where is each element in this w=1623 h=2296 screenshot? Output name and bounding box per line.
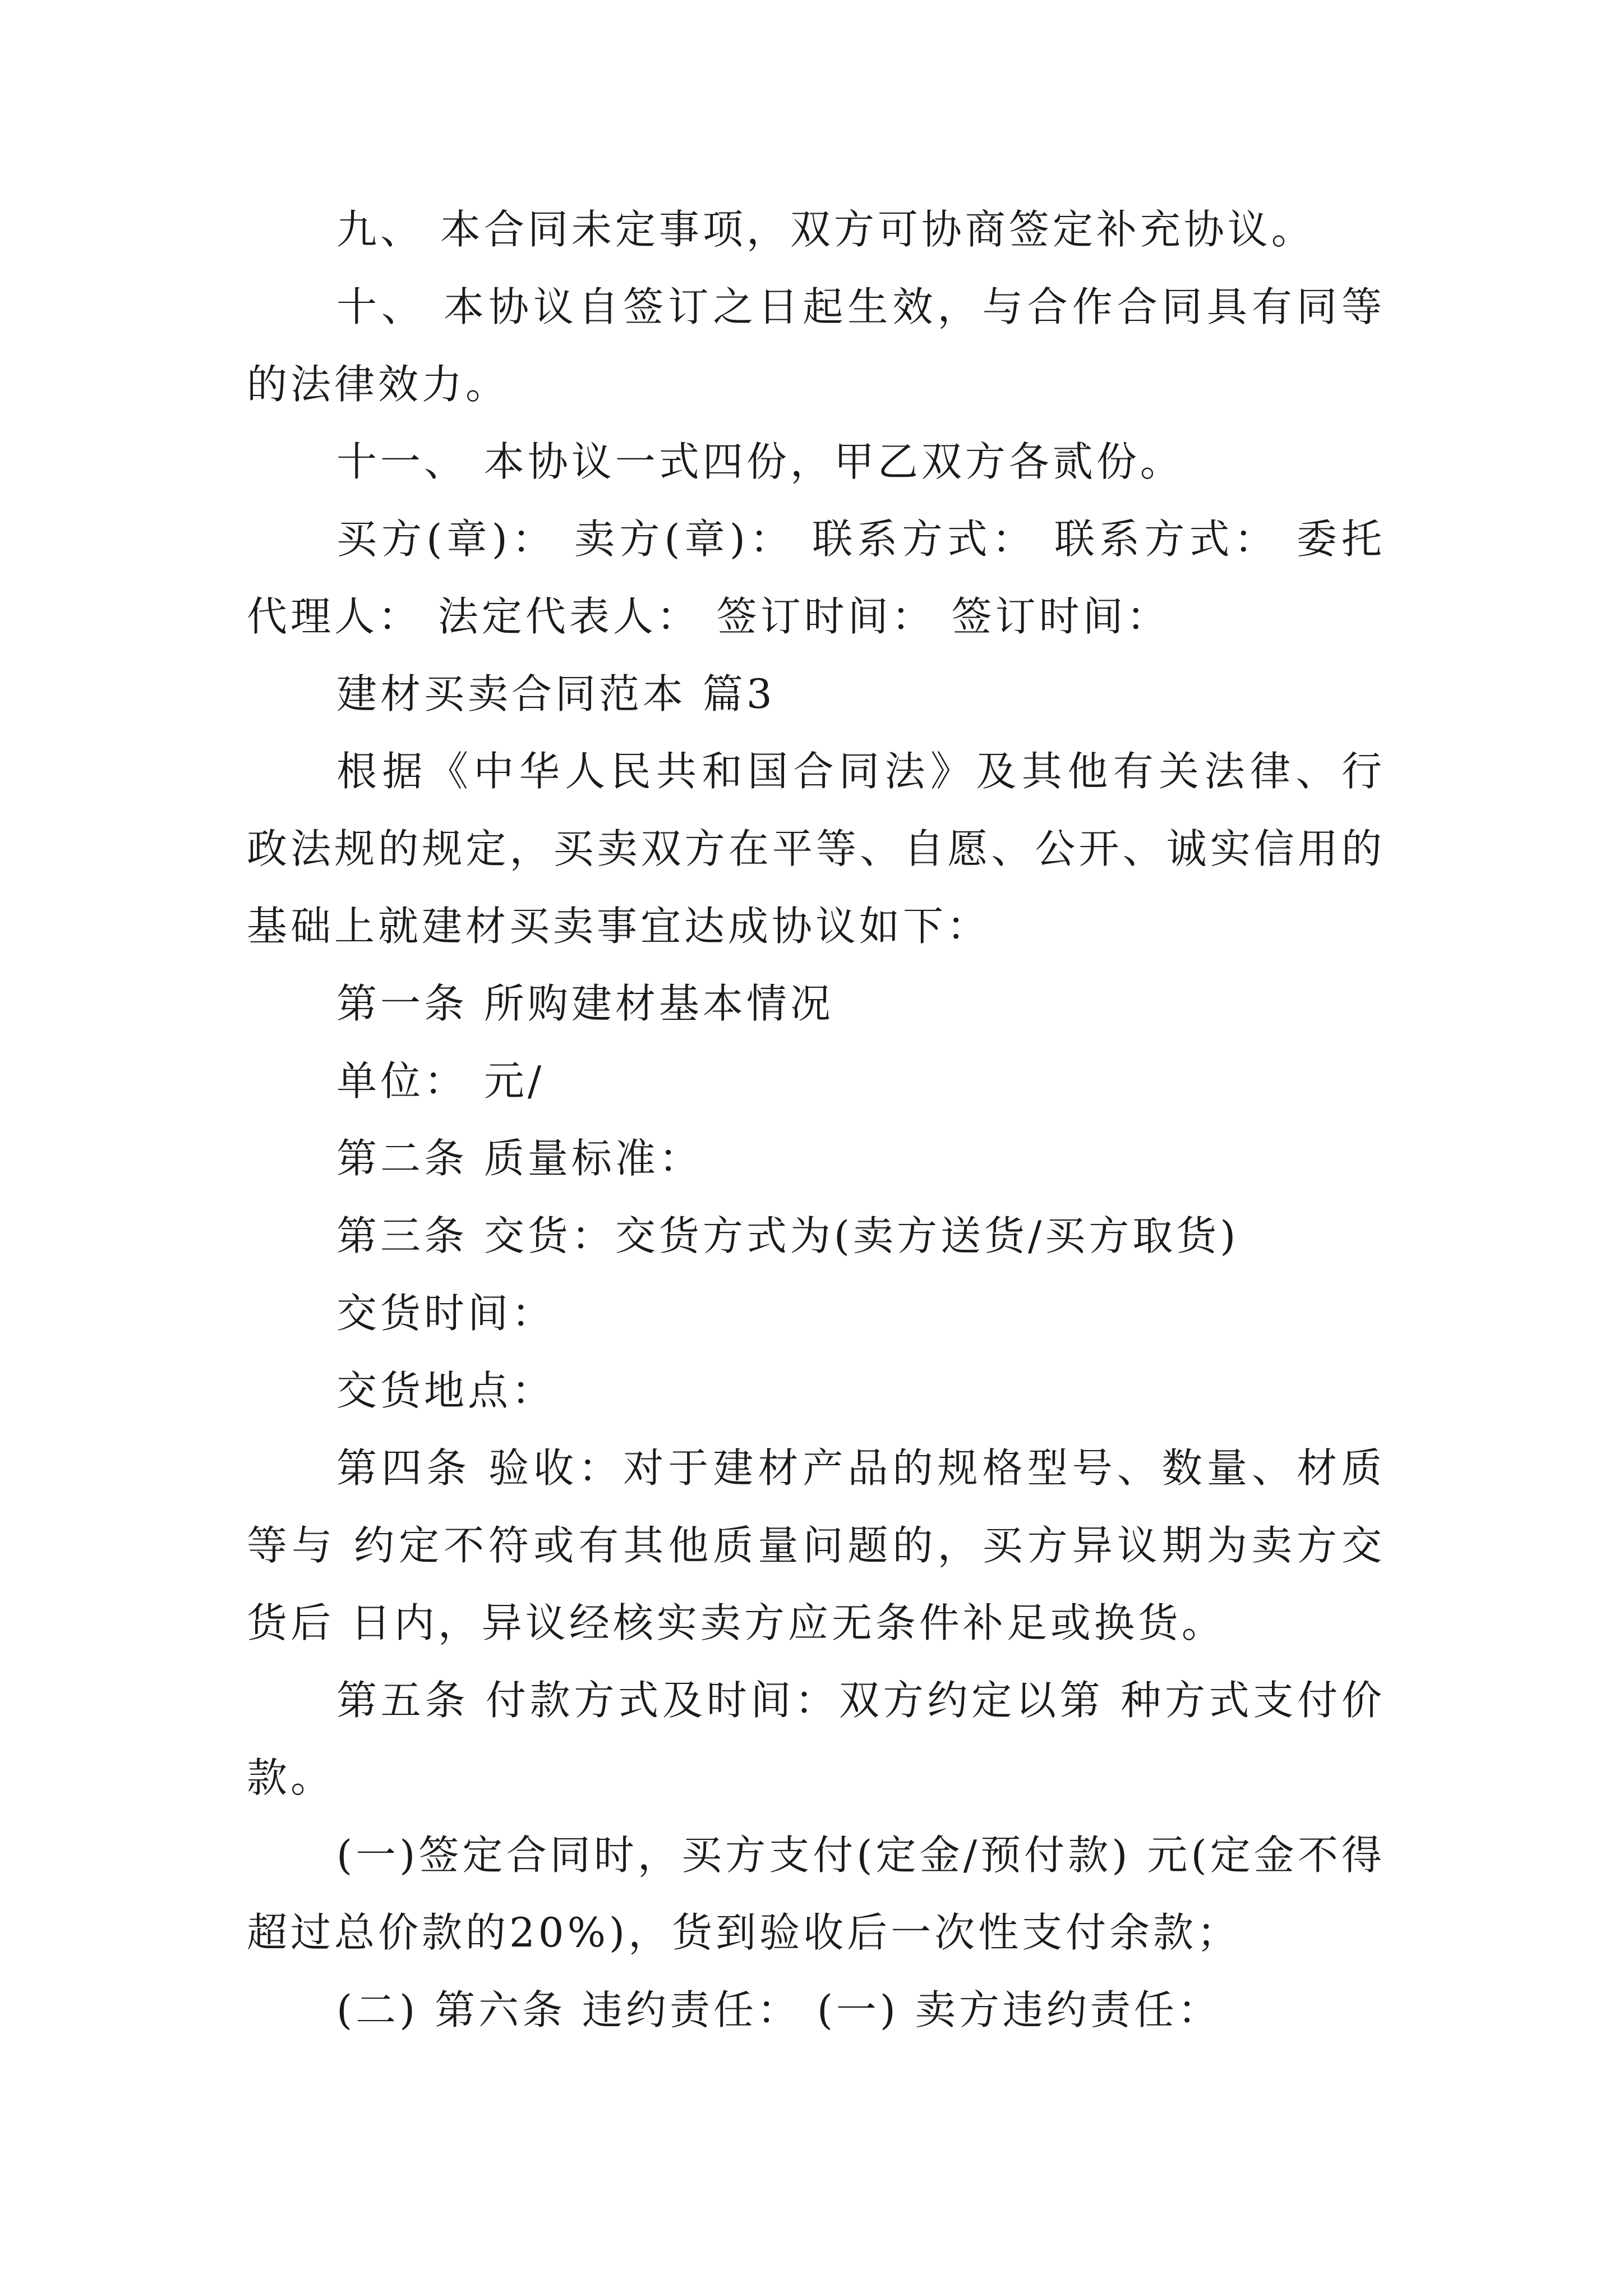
signature-block: 买方(章)： 卖方(章)： 联系方式： 联系方式： 委托代理人： 法定代表人： 签订时间： 签订时间： bbox=[247, 516, 1385, 640]
unit-line: 单位： 元/ bbox=[336, 1057, 545, 1105]
article-three: 第三条 交货：交货方式为(卖方送货/买方取货) bbox=[336, 1212, 1239, 1259]
article-one: 第一条 所购建材基本情况 bbox=[336, 980, 834, 1027]
payment-option-two-and-article-six: (二) 第六条 违约责任： (一) 卖方违约责任： bbox=[336, 1986, 1221, 2033]
preamble: 根据《中华人民共和国合同法》及其他有关法律、行政法规的规定，买卖双方在平等、自愿、公开、诚实信用的基础上就建材买卖事宜达成协议如下： bbox=[247, 748, 1385, 950]
article-four: 第四条 验收：对于建材产品的规格型号、数量、材质等与 约定不符或有其他质量问题的，买方异议期为卖方交货后 日内，异议经核实卖方应无条件补足或换货。 bbox=[247, 1444, 1385, 1646]
payment-option-one: (一)签定合同时，买方支付(定金/预付款) 元(定金不得超过总价款的20%)，货到验收后一次性支付余款； bbox=[247, 1832, 1385, 1956]
clause-eleven: 十一、 本协议一式四份，甲乙双方各贰份。 bbox=[336, 438, 1184, 485]
article-two: 第二条 质量标准： bbox=[336, 1135, 703, 1182]
delivery-place: 交货地点： bbox=[336, 1367, 556, 1414]
clause-nine: 九、 本合同未定事项，双方可协商签定补充协议。 bbox=[336, 206, 1315, 253]
document-body bbox=[247, 191, 1385, 2049]
article-five: 第五条 付款方式及时间：双方约定以第 种方式支付价款。 bbox=[247, 1677, 1385, 1801]
delivery-time: 交货时间： bbox=[336, 1290, 556, 1337]
section-heading: 建材买卖合同范本 篇3 bbox=[336, 670, 776, 717]
clause-ten: 十、 本协议自签订之日起生效，与合作合同具有同等的法律效力。 bbox=[247, 283, 1385, 408]
